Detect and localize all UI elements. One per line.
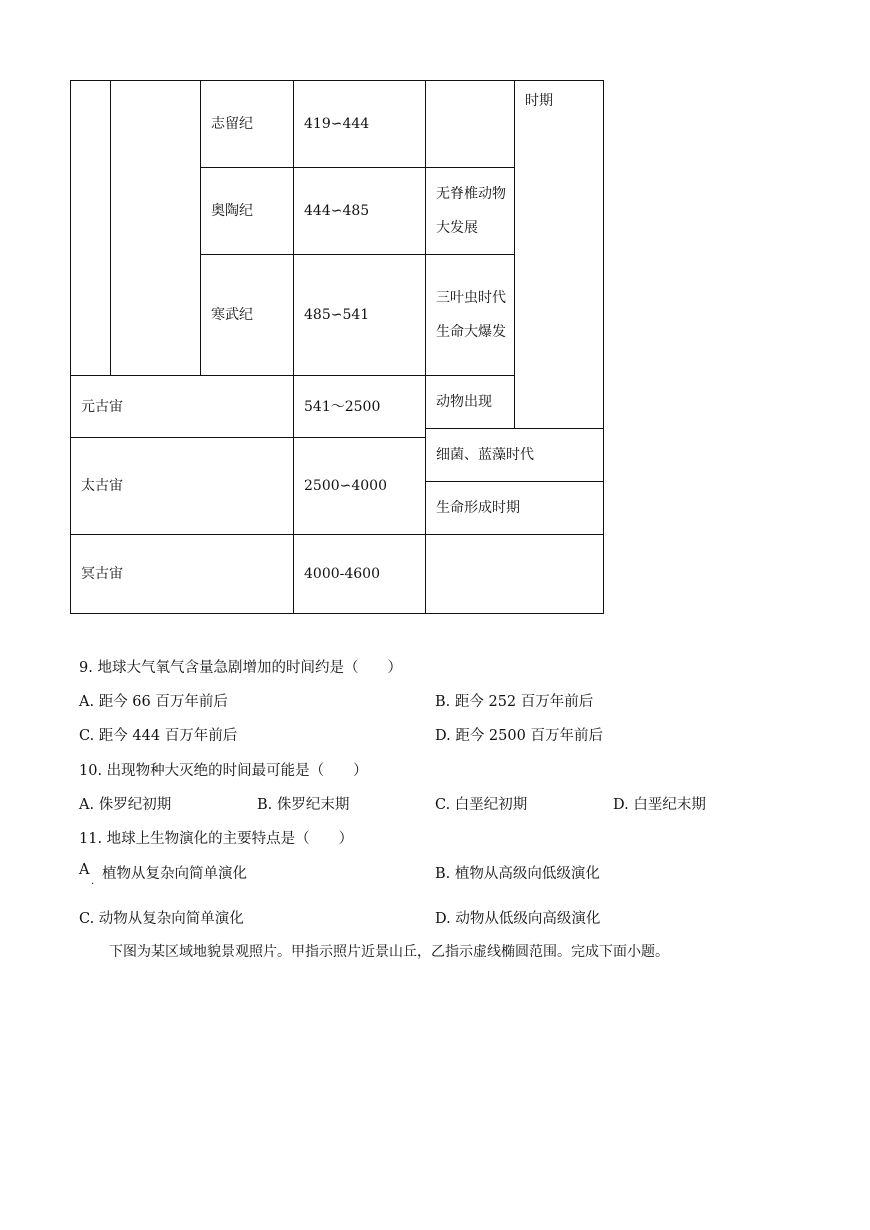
event-text: 无脊椎动物大发展 <box>436 186 506 236</box>
eon-cell <box>71 535 293 613</box>
intro-paragraph: 下图为某区域地貌景观照片。甲指示照片近景山丘，乙指示虚线椭圆范围。完成下面小题。 <box>109 944 669 960</box>
age-value: 2500∽4000 <box>304 478 387 494</box>
period-cell <box>201 81 293 167</box>
option-a-letter[interactable]: A <box>79 862 90 878</box>
option-b[interactable]: B. 侏罗纪末期 <box>257 797 350 813</box>
table-line <box>110 80 111 376</box>
age-cell <box>294 438 425 534</box>
age-cell <box>294 535 425 613</box>
table-border-bottom <box>70 613 604 614</box>
event-text: 生命形成时期 <box>436 500 520 516</box>
age-cell <box>294 168 425 254</box>
event-text: 细菌、蓝藻时代 <box>436 447 534 463</box>
age-value: 485∽541 <box>304 307 370 323</box>
event-text: 三叶虫时代生命大爆发 <box>436 290 506 340</box>
age-value: 541～2500 <box>304 398 381 415</box>
eon-cell <box>71 438 293 534</box>
question-stem: 10. 出现物种大灭绝的时间最可能是（ ） <box>79 763 368 779</box>
event-cell <box>426 482 603 534</box>
question-stem: 9. 地球大气氧气含量急剧增加的时间约是（ ） <box>79 660 402 676</box>
side-note: 时期 <box>525 93 553 109</box>
option-d[interactable]: D. 动物从低级向高级演化 <box>435 911 601 927</box>
option-c[interactable]: C. 白垩纪初期 <box>435 797 528 813</box>
period-cell <box>201 255 293 375</box>
age-value: 419∽444 <box>304 116 370 132</box>
eon-name: 元古宙 <box>81 398 123 415</box>
age-cell <box>294 376 425 437</box>
option-a[interactable]: A. 距今 66 百万年前后 <box>79 694 228 710</box>
option-d[interactable]: D. 白垩纪末期 <box>613 797 706 813</box>
eon-name: 太古宙 <box>81 478 123 494</box>
period-cell <box>201 168 293 254</box>
option-b[interactable]: B. 植物从高级向低级演化 <box>435 866 600 882</box>
age-cell <box>294 255 425 375</box>
age-value: 4000-4600 <box>304 566 380 582</box>
age-cell <box>294 81 425 167</box>
event-cell <box>426 255 514 375</box>
event-cell <box>426 376 514 428</box>
option-c[interactable]: C. 动物从复杂向简单演化 <box>79 911 244 927</box>
option-a-dot: . <box>91 876 95 887</box>
option-c[interactable]: C. 距今 444 百万年前后 <box>79 728 238 744</box>
eon-name: 冥古宙 <box>81 566 123 582</box>
event-text: 动物出现 <box>436 394 492 410</box>
eon-cell <box>71 376 293 437</box>
question-stem: 11. 地球上生物演化的主要特点是（ ） <box>79 831 354 847</box>
option-d[interactable]: D. 距今 2500 百万年前后 <box>435 728 603 744</box>
age-value: 444∽485 <box>304 203 370 219</box>
option-b[interactable]: B. 距今 252 百万年前后 <box>435 694 594 710</box>
period-name: 寒武纪 <box>211 307 253 323</box>
option-a[interactable]: A. 侏罗纪初期 <box>79 797 172 813</box>
period-name: 志留纪 <box>211 116 253 132</box>
side-note-cell <box>515 81 603 428</box>
period-name: 奥陶纪 <box>211 203 253 219</box>
option-a[interactable]: 植物从复杂向简单演化 <box>102 866 247 882</box>
event-cell <box>426 429 603 481</box>
event-cell <box>426 168 514 254</box>
